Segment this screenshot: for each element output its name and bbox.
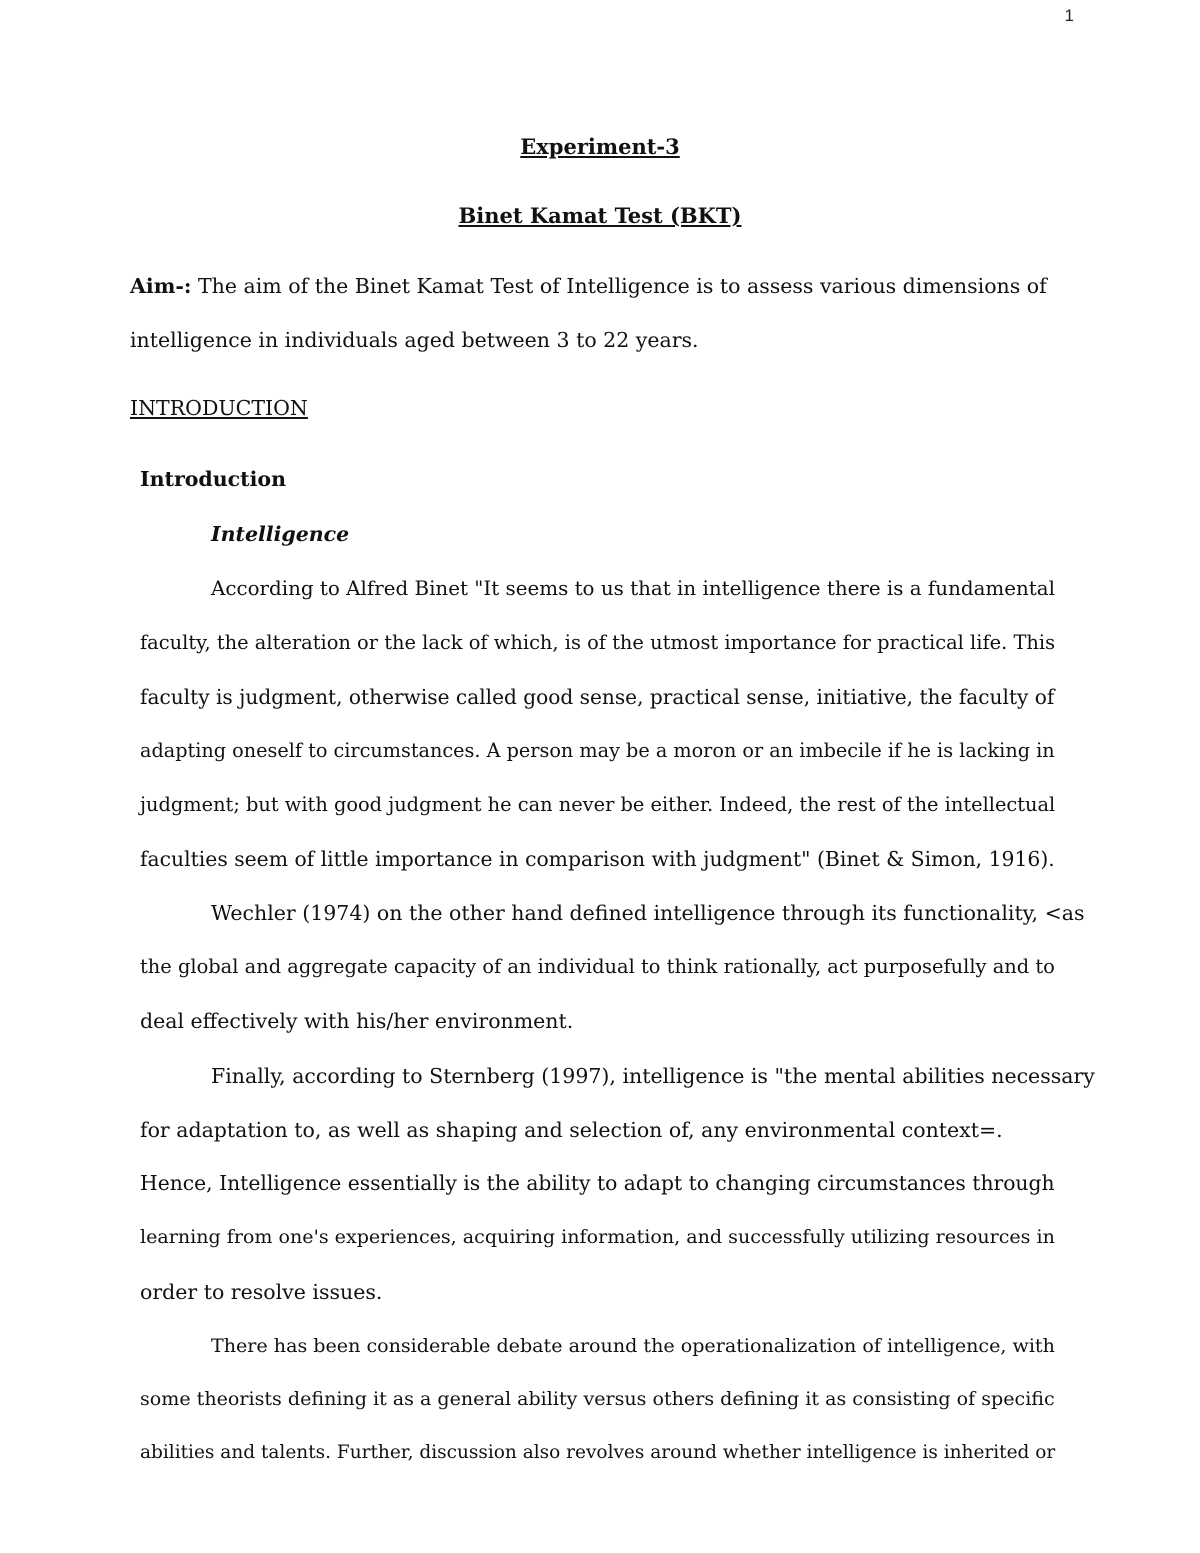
body-line: some theorists defining it as a general ability versus others defining it as consisting of specific (140, 1388, 1055, 1410)
body-line: order to resolve issues. (140, 1280, 383, 1304)
document-title: Experiment-3 (520, 134, 680, 159)
body-line: According to Alfred Binet "It seems to us that in intelligence there is a fundamental (211, 577, 1055, 600)
body-line: deal effectively with his/her environment. (140, 1009, 574, 1033)
body-line: faculty, the alteration or the lack of which, is of the utmost importance for practical life. This (140, 631, 1056, 654)
aim-line-2: intelligence in individuals aged between 3 to 22 years. (130, 328, 699, 352)
body-line: Wechler (1974) on the other hand defined intelligence through its functionality, <as (211, 901, 1085, 925)
page-number: 1 (1064, 6, 1074, 25)
body-line: the global and aggregate capacity of an individual to think rationally, act purposefully and to (140, 955, 1055, 978)
body-line: faculties seem of little importance in comparison with judgment" (Binet & Simon, 1916). (140, 847, 1055, 871)
aim-text-1: The aim of the Binet Kamat Test of Intelligence is to assess various dimensions of (191, 274, 1047, 298)
document-subtitle: Binet Kamat Test (BKT) (458, 203, 742, 228)
body-line: There has been considerable debate around the operationalization of intelligence, with (211, 1334, 1055, 1357)
aim-line-1 (130, 276, 1047, 297)
section-heading: INTRODUCTION (130, 396, 308, 420)
body-line: adapting oneself to circumstances. A person may be a moron or an imbecile if he is lacking in (140, 739, 1055, 762)
sub-heading: Introduction (140, 467, 286, 491)
body-line: faculty is judgment, otherwise called good sense, practical sense, initiative, the faculty of (140, 685, 1055, 709)
body-line: judgment; but with good judgment he can never be either. Indeed, the rest of the intellectual (140, 793, 1056, 816)
aim-label: Aim-: (130, 274, 192, 298)
body-line: Hence, Intelligence essentially is the ability to adapt to changing circumstances through (140, 1171, 1055, 1195)
sub-sub-heading: Intelligence (211, 522, 350, 546)
body-line: learning from one's experiences, acquiring information, and successfully utilizing resources in (140, 1226, 1055, 1248)
body-line: Finally, according to Sternberg (1997), intelligence is "the mental abilities necessary (211, 1064, 1095, 1088)
body-line: abilities and talents. Further, discussion also revolves around whether intelligence is inherited or (140, 1442, 1056, 1463)
body-line: for adaptation to, as well as shaping and selection of, any environmental context=. (140, 1118, 1003, 1142)
